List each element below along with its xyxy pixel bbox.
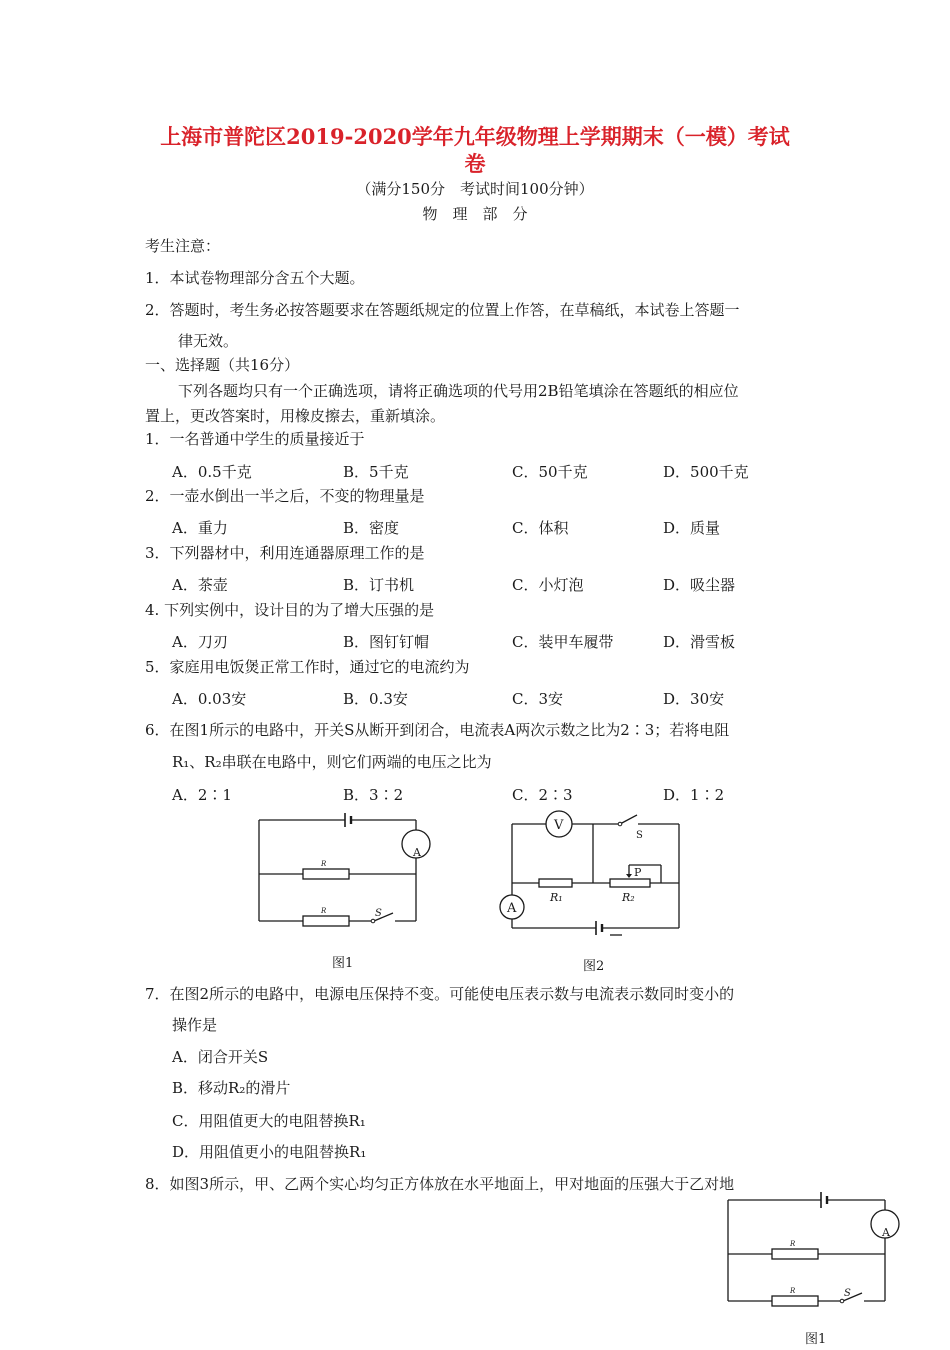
question-6-option-b: B．3∶2 — [343, 786, 404, 804]
question-7-line1: 7．在图2所示的电路中，电源电压保持不变。可能使电压表示数与电流表示数同时变小的 — [145, 985, 735, 1003]
question-4-stem: 4. 下列实例中，设计目的为了增大压强的是 — [145, 601, 435, 619]
resistor-r1-icon — [539, 879, 572, 887]
question-6-option-d: D．1∶2 — [663, 786, 725, 804]
notice-item-2-line1: 2．答题时，考生务必按答题要求在答题纸规定的位置上作答，在草稿纸，本试卷上答题一 — [145, 301, 740, 319]
figure-1-ammeter-label: A — [413, 846, 421, 859]
part1-heading: 一、选择题（共16分） — [145, 356, 300, 374]
notice-item-2-line2: 律无效。 — [178, 332, 239, 350]
question-2-option-c: C．体积 — [512, 519, 569, 537]
question-5-option-b: B．0.3安 — [343, 690, 408, 708]
figure-2-slider-label: P — [634, 866, 642, 879]
question-7-line2: 操作是 — [172, 1016, 218, 1034]
question-4-option-d: D．滑雪板 — [663, 633, 736, 651]
question-3-option-b: B．订书机 — [343, 576, 415, 594]
resistor-icon — [303, 869, 349, 879]
question-3-stem: 3．下列器材中，利用连通器原理工作的是 — [145, 544, 425, 562]
figure-2-switch-label: S — [636, 830, 643, 841]
question-5-option-c: C．3安 — [512, 690, 564, 708]
slider-arrow-icon — [626, 874, 632, 878]
question-6-option-c: C．2∶3 — [512, 786, 573, 804]
question-4-option-b: B．图钉钉帽 — [343, 633, 430, 651]
figure-1-repeat-circuit — [720, 1188, 920, 1318]
rheostat-r2-icon — [610, 879, 650, 887]
question-6-option-a: A．2∶1 — [172, 786, 232, 804]
figure-1-caption: 图1 — [332, 956, 354, 971]
resistor-icon — [772, 1249, 818, 1259]
figure-1-repeat-caption: 图1 — [805, 1332, 827, 1347]
figure-2-ammeter-label: A — [507, 901, 517, 916]
figure-2-caption: 图2 — [583, 959, 605, 974]
question-1-option-d: D．500千克 — [663, 463, 749, 481]
question-1-option-c: C．50千克 — [512, 463, 588, 481]
question-5-option-d: D．30安 — [663, 690, 725, 708]
question-6-line2: R₁、R₂串联在电路中，则它们两端的电压之比为 — [172, 753, 492, 771]
figure-2-circuit — [498, 810, 688, 945]
figure-2-r2-label: R₂ — [622, 891, 635, 904]
question-7-option-c: C．用阻值更大的电阻替换R₁ — [172, 1112, 366, 1130]
figure-1-switch-label: S — [375, 908, 382, 919]
figure-1-resistor-bottom-label: R — [321, 907, 327, 915]
figure-1-resistor-top-label: R — [321, 860, 327, 868]
question-4-option-c: C．装甲车履带 — [512, 633, 614, 651]
document-title-line2: 卷 — [464, 151, 486, 176]
question-2-option-a: A．重力 — [172, 519, 228, 537]
figure-1-circuit — [250, 810, 440, 930]
section-title: 物 理 部 分 — [422, 205, 528, 223]
figure-1-repeat-ammeter-label: A — [882, 1226, 890, 1239]
part1-instruction-line1: 下列各题均只有一个正确选项，请将正确选项的代号用2B铅笔填涂在答题纸的相应位 — [178, 382, 739, 400]
question-7-option-b: B．移动R₂的滑片 — [172, 1079, 291, 1097]
question-2-option-b: B．密度 — [343, 519, 400, 537]
question-1-option-a: A．0.5千克 — [172, 463, 252, 481]
figure-2-voltmeter-label: V — [554, 818, 564, 833]
question-7-option-a: A．闭合开关S — [172, 1048, 269, 1066]
resistor-icon — [772, 1296, 818, 1306]
question-3-option-d: D．吸尘器 — [663, 576, 736, 594]
exam-info: （满分150分 考试时间100分钟） — [356, 180, 594, 198]
question-2-option-d: D．质量 — [663, 519, 721, 537]
question-4-option-a: A．刀刃 — [172, 633, 228, 651]
part1-instruction-line2: 置上，更改答案时，用橡皮擦去，重新填涂。 — [145, 407, 446, 425]
figure-1-repeat-switch-label: S — [844, 1288, 851, 1299]
document-title-line1: 上海市普陀区2019-2020学年九年级物理上学期期末（一模）考试 — [160, 124, 790, 149]
question-3-option-c: C．小灯泡 — [512, 576, 584, 594]
question-1-option-b: B．5千克 — [343, 463, 409, 481]
question-5-option-a: A．0.03安 — [172, 690, 247, 708]
figure-1-repeat-resistor-bottom-label: R — [790, 1287, 796, 1295]
question-2-stem: 2．一壶水倒出一半之后，不变的物理量是 — [145, 487, 425, 505]
figure-2-r1-label: R₁ — [550, 891, 563, 904]
notice-heading: 考生注意： — [145, 237, 221, 255]
question-1-stem: 1．一名普通中学生的质量接近于 — [145, 430, 365, 448]
question-6-line1: 6．在图1所示的电路中，开关S从断开到闭合，电流表A两次示数之比为2∶3；若将电阻 — [145, 721, 730, 739]
question-8-line1: 8．如图3所示，甲、乙两个实心均匀正方体放在水平地面上，甲对地面的压强大于乙对地 — [145, 1175, 735, 1193]
question-3-option-a: A．茶壶 — [172, 576, 228, 594]
notice-item-1: 1．本试卷物理部分含五个大题。 — [145, 269, 365, 287]
resistor-icon — [303, 916, 349, 926]
question-7-option-d: D．用阻值更小的电阻替换R₁ — [172, 1143, 367, 1161]
figure-1-repeat-resistor-top-label: R — [790, 1240, 796, 1248]
question-5-stem: 5．家庭用电饭煲正常工作时，通过它的电流约为 — [145, 658, 470, 676]
